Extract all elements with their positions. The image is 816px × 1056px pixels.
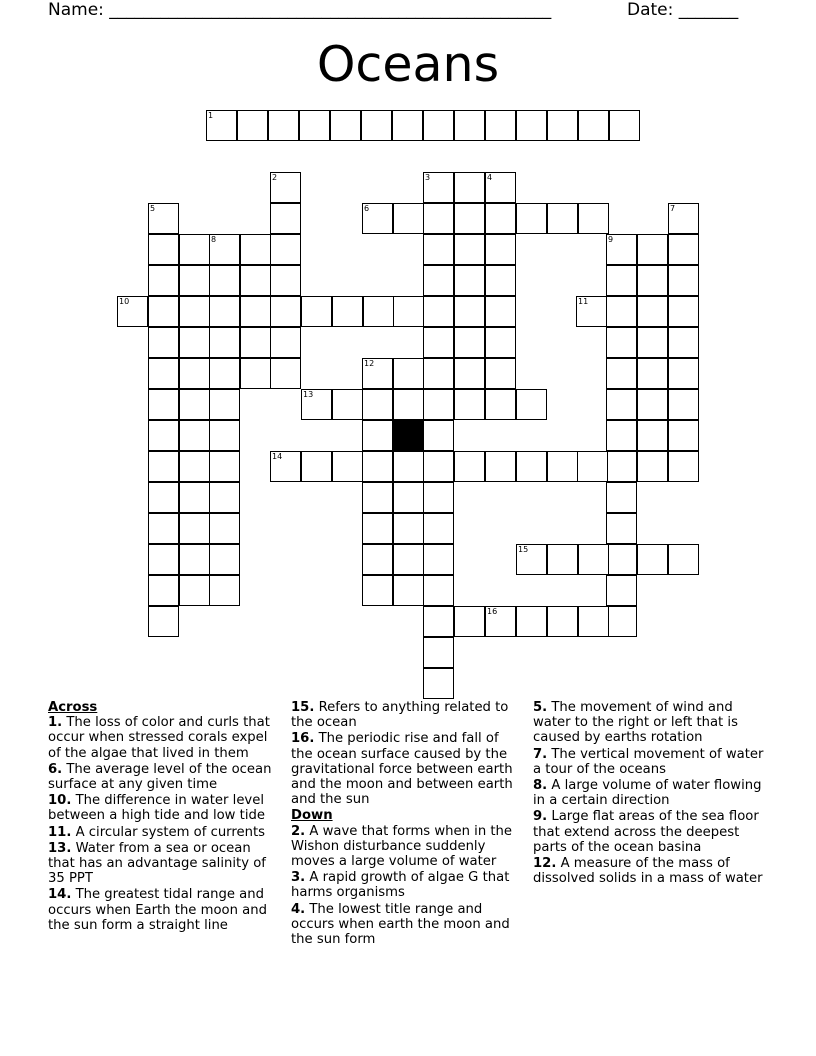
grid-cell[interactable] [423,358,454,389]
grid-cell[interactable] [362,575,393,606]
grid-cell[interactable] [148,265,179,296]
grid-cell[interactable] [516,203,547,234]
grid-cell[interactable] [240,327,271,358]
grid-cell[interactable] [270,327,301,358]
grid-cell[interactable] [209,296,240,327]
grid-cell[interactable] [148,482,179,513]
grid-cell[interactable] [330,110,361,141]
grid-cell[interactable] [606,420,637,451]
grid-cell[interactable] [423,389,454,420]
grid-cell[interactable] [393,544,424,575]
grid-cell[interactable] [179,389,210,420]
clue-number: 8 [211,235,217,244]
grid-cell[interactable] [423,482,454,513]
grid-cell[interactable] [270,358,301,389]
grid-cell[interactable] [362,420,393,451]
grid-cell[interactable] [547,606,578,637]
clue-number: 4 [487,173,493,182]
clue-across-13: 13. Water from a sea or ocean that has an advantage salinity of 35 PPT [48,840,266,887]
grid-cell[interactable] [578,544,609,575]
grid-cell[interactable] [209,451,240,482]
clue-number: 2 [272,173,278,182]
grid-cell[interactable] [362,451,393,482]
grid-cell[interactable] [637,327,668,358]
clue-across-10: 10. The difference in water level between a high tide and low tide [48,793,265,824]
grid-cell[interactable] [606,358,637,389]
grid-cell[interactable] [668,544,699,575]
clue-number: 11 [578,297,589,306]
clue-number: 5 [150,204,156,213]
grid-cell[interactable] [606,296,637,327]
clue-down-3: 3. A rapid growth of algae G that harms organisms [291,870,510,901]
grid-cell[interactable] [606,606,637,637]
grid-cell[interactable] [516,451,547,482]
grid-cell[interactable] [209,234,240,265]
grid-cell[interactable] [423,234,454,265]
grid-cell[interactable] [423,513,454,544]
grid-cell[interactable] [637,420,668,451]
grid-cell[interactable] [393,482,424,513]
grid-cell[interactable] [454,265,485,296]
clue-across-11: 11. A circular system of currents [48,824,266,840]
grid-cell[interactable] [485,110,516,141]
grid-cell[interactable] [606,389,637,420]
grid-cell[interactable] [209,420,240,451]
grid-cell[interactable] [485,451,516,482]
grid-cell[interactable] [485,606,516,637]
grid-cell[interactable] [148,544,179,575]
grid-cell[interactable] [454,203,485,234]
grid-cell[interactable] [606,451,637,482]
grid-cell[interactable] [209,513,240,544]
grid-cell[interactable] [393,358,424,389]
grid-cell[interactable] [454,389,485,420]
across-heading: Across [48,700,98,715]
grid-cell[interactable] [179,234,210,265]
grid-cell[interactable] [606,482,637,513]
grid-cell[interactable] [637,296,668,327]
grid-cell[interactable] [206,110,237,141]
grid-cell[interactable] [668,389,699,420]
grid-cell[interactable] [454,172,485,203]
grid-cell[interactable] [454,234,485,265]
grid-cell[interactable] [148,358,179,389]
grid-cell[interactable] [485,389,516,420]
grid-cell[interactable] [301,296,332,327]
grid-cell[interactable] [240,358,271,389]
grid-cell[interactable] [179,575,210,606]
grid-cell[interactable] [547,544,578,575]
grid-cell[interactable] [485,203,516,234]
grid-cell[interactable] [606,544,637,575]
grid-cell[interactable] [332,296,363,327]
grid-cell[interactable] [148,203,179,234]
grid-cell[interactable] [423,668,454,699]
grid-cell[interactable] [209,265,240,296]
grid-cell[interactable] [209,327,240,358]
grid-cell[interactable] [637,234,668,265]
grid-cell[interactable] [606,575,637,606]
grid-cell[interactable] [148,389,179,420]
clue-number: 12 [364,359,375,368]
grid-cell[interactable] [179,296,210,327]
grid-cell[interactable] [393,296,424,327]
clue-across-14: 14. The greatest tidal range and occurs when Earth the moon and the sun form a straight line [48,887,267,933]
grid-cell[interactable] [362,358,393,389]
grid-cell[interactable] [423,296,454,327]
grid-cell[interactable] [454,451,485,482]
grid-block [393,420,424,451]
grid-cell[interactable] [148,327,179,358]
grid-cell[interactable] [516,389,547,420]
grid-cell[interactable] [270,203,301,234]
grid-cell[interactable] [668,420,699,451]
grid-cell[interactable] [148,513,179,544]
clue-down-7: 7. The vertical movement of water a tour of the oceans [533,746,764,777]
grid-cell[interactable] [485,296,516,327]
grid-cell[interactable] [270,172,301,203]
grid-cell[interactable] [240,234,271,265]
grid-cell[interactable] [637,451,668,482]
clue-down-12: 12. A measure of the mass of dissolved solids in a mass of water [533,856,763,887]
grid-cell[interactable] [668,265,699,296]
grid-cell[interactable] [606,265,637,296]
clue-number: 6 [364,204,370,213]
grid-cell[interactable] [516,606,547,637]
grid-cell[interactable] [361,110,392,141]
grid-cell[interactable] [148,420,179,451]
grid-cell[interactable] [423,203,454,234]
grid-cell[interactable] [393,513,424,544]
grid-cell[interactable] [668,296,699,327]
grid-cell[interactable] [179,265,210,296]
grid-cell[interactable] [362,513,393,544]
grid-cell[interactable] [362,389,393,420]
grid-cell[interactable] [454,110,485,141]
clue-down-9: 9. Large flat areas of the sea floor that extend across the deepest parts of the ocean basina [533,809,759,855]
clue-down-4: 4. The lowest title range and occurs when earth the moon and the sun form [291,901,510,948]
clue-down-5: 5. The movement of wind and water to the right or left that is caused by earths rotation [533,700,738,746]
clue-column-3 [533,700,765,887]
grid-cell[interactable] [393,389,424,420]
grid-cell[interactable] [485,327,516,358]
clue-across-16: 16. The periodic rise and fall of the ocean surface caused by the gravitational force between earth and the moon and between earth and the sun [291,731,513,808]
grid-cell[interactable] [668,203,699,234]
grid-cell[interactable] [179,420,210,451]
grid-cell[interactable] [423,110,454,141]
grid-cell[interactable] [578,110,609,141]
grid-cell[interactable] [423,327,454,358]
grid-cell[interactable] [148,296,179,327]
grid-cell[interactable] [609,110,640,141]
grid-cell[interactable] [362,482,393,513]
grid-cell[interactable] [423,420,454,451]
grid-cell[interactable] [179,482,210,513]
grid-cell[interactable] [270,296,301,327]
grid-cell[interactable] [209,389,240,420]
grid-cell[interactable] [668,234,699,265]
grid-cell[interactable] [301,389,332,420]
grid-cell[interactable] [668,327,699,358]
grid-cell[interactable] [485,234,516,265]
grid-cell[interactable] [485,265,516,296]
grid-cell[interactable] [547,203,578,234]
clue-number: 15 [518,545,529,554]
grid-cell[interactable] [423,637,454,668]
grid-cell[interactable] [637,358,668,389]
grid-cell[interactable] [237,110,268,141]
grid-cell[interactable] [606,327,637,358]
grid-cell[interactable] [301,451,332,482]
grid-cell[interactable] [209,575,240,606]
clue-number: 7 [670,204,676,213]
clue-number: 10 [119,297,130,306]
grid-cell[interactable] [547,110,578,141]
grid-cell[interactable] [485,358,516,389]
grid-cell[interactable] [516,544,547,575]
clue-down-2: 2. A wave that forms when in the Wishon disturbance suddenly moves a large volume of water [291,823,513,870]
grid-cell[interactable] [668,451,699,482]
grid-cell[interactable] [423,544,454,575]
clue-down-8: 8. A large volume of water flowing in a certain direction [533,778,762,809]
grid-cell[interactable] [576,296,607,327]
clue-number: 1 [208,111,214,120]
grid-cell[interactable] [332,451,363,482]
clue-across-15: 15. Refers to anything related to the ocean [291,700,509,731]
grid-cell[interactable] [240,296,271,327]
grid-cell[interactable] [423,172,454,203]
grid-cell[interactable] [423,451,454,482]
grid-cell[interactable] [179,513,210,544]
date-field-label[interactable]: Date: _______ [627,0,739,20]
grid-cell[interactable] [454,327,485,358]
clue-across-6: 6. The average level of the ocean surface at any given time [48,761,272,793]
clue-number: 14 [272,452,283,461]
grid-cell[interactable] [179,327,210,358]
grid-cell[interactable] [423,606,454,637]
grid-cell[interactable] [270,451,301,482]
grid-cell[interactable] [363,296,394,327]
grid-cell[interactable] [547,451,578,482]
grid-cell[interactable] [179,451,210,482]
grid-cell[interactable] [668,358,699,389]
grid-cell[interactable] [577,451,608,482]
grid-cell[interactable] [423,575,454,606]
grid-cell[interactable] [606,513,637,544]
grid-cell[interactable] [209,544,240,575]
name-field-label[interactable]: Name: ____________________________________________________ [48,0,552,20]
clue-number: 16 [487,607,498,616]
grid-cell[interactable] [637,389,668,420]
grid-cell[interactable] [148,234,179,265]
grid-cell[interactable] [209,358,240,389]
grid-cell[interactable] [179,544,210,575]
grid-cell[interactable] [270,265,301,296]
grid-cell[interactable] [117,296,148,327]
grid-cell[interactable] [148,606,179,637]
grid-cell[interactable] [423,265,454,296]
grid-cell[interactable] [393,203,424,234]
grid-cell[interactable] [578,606,609,637]
grid-cell[interactable] [606,234,637,265]
grid-cell[interactable] [332,389,363,420]
clue-column-1 [48,700,280,934]
grid-cell[interactable] [268,110,299,141]
grid-cell[interactable] [637,544,668,575]
down-heading: Down [291,808,333,824]
grid-cell[interactable] [148,451,179,482]
grid-cell[interactable] [362,544,393,575]
grid-cell[interactable] [454,606,485,637]
grid-cell[interactable] [299,110,330,141]
puzzle-title: Oceans [316,36,500,93]
grid-cell[interactable] [637,265,668,296]
grid-cell[interactable] [454,296,485,327]
grid-cell[interactable] [392,110,423,141]
grid-cell[interactable] [578,203,609,234]
grid-cell[interactable] [179,358,210,389]
clue-number: 9 [608,235,614,244]
grid-cell[interactable] [516,110,547,141]
grid-cell[interactable] [148,575,179,606]
clue-column-2 [291,700,523,948]
grid-cell[interactable] [240,265,271,296]
grid-cell[interactable] [393,575,424,606]
grid-cell[interactable] [209,482,240,513]
grid-cell[interactable] [270,234,301,265]
grid-cell[interactable] [454,358,485,389]
grid-cell[interactable] [393,451,424,482]
grid-cell[interactable] [485,172,516,203]
grid-cell[interactable] [362,203,393,234]
clue-number: 3 [425,173,431,182]
clue-across-1: 1. The loss of color and curls that occur when stressed corals expel of the algae that lived in them [48,715,270,761]
clue-number: 13 [303,390,314,399]
